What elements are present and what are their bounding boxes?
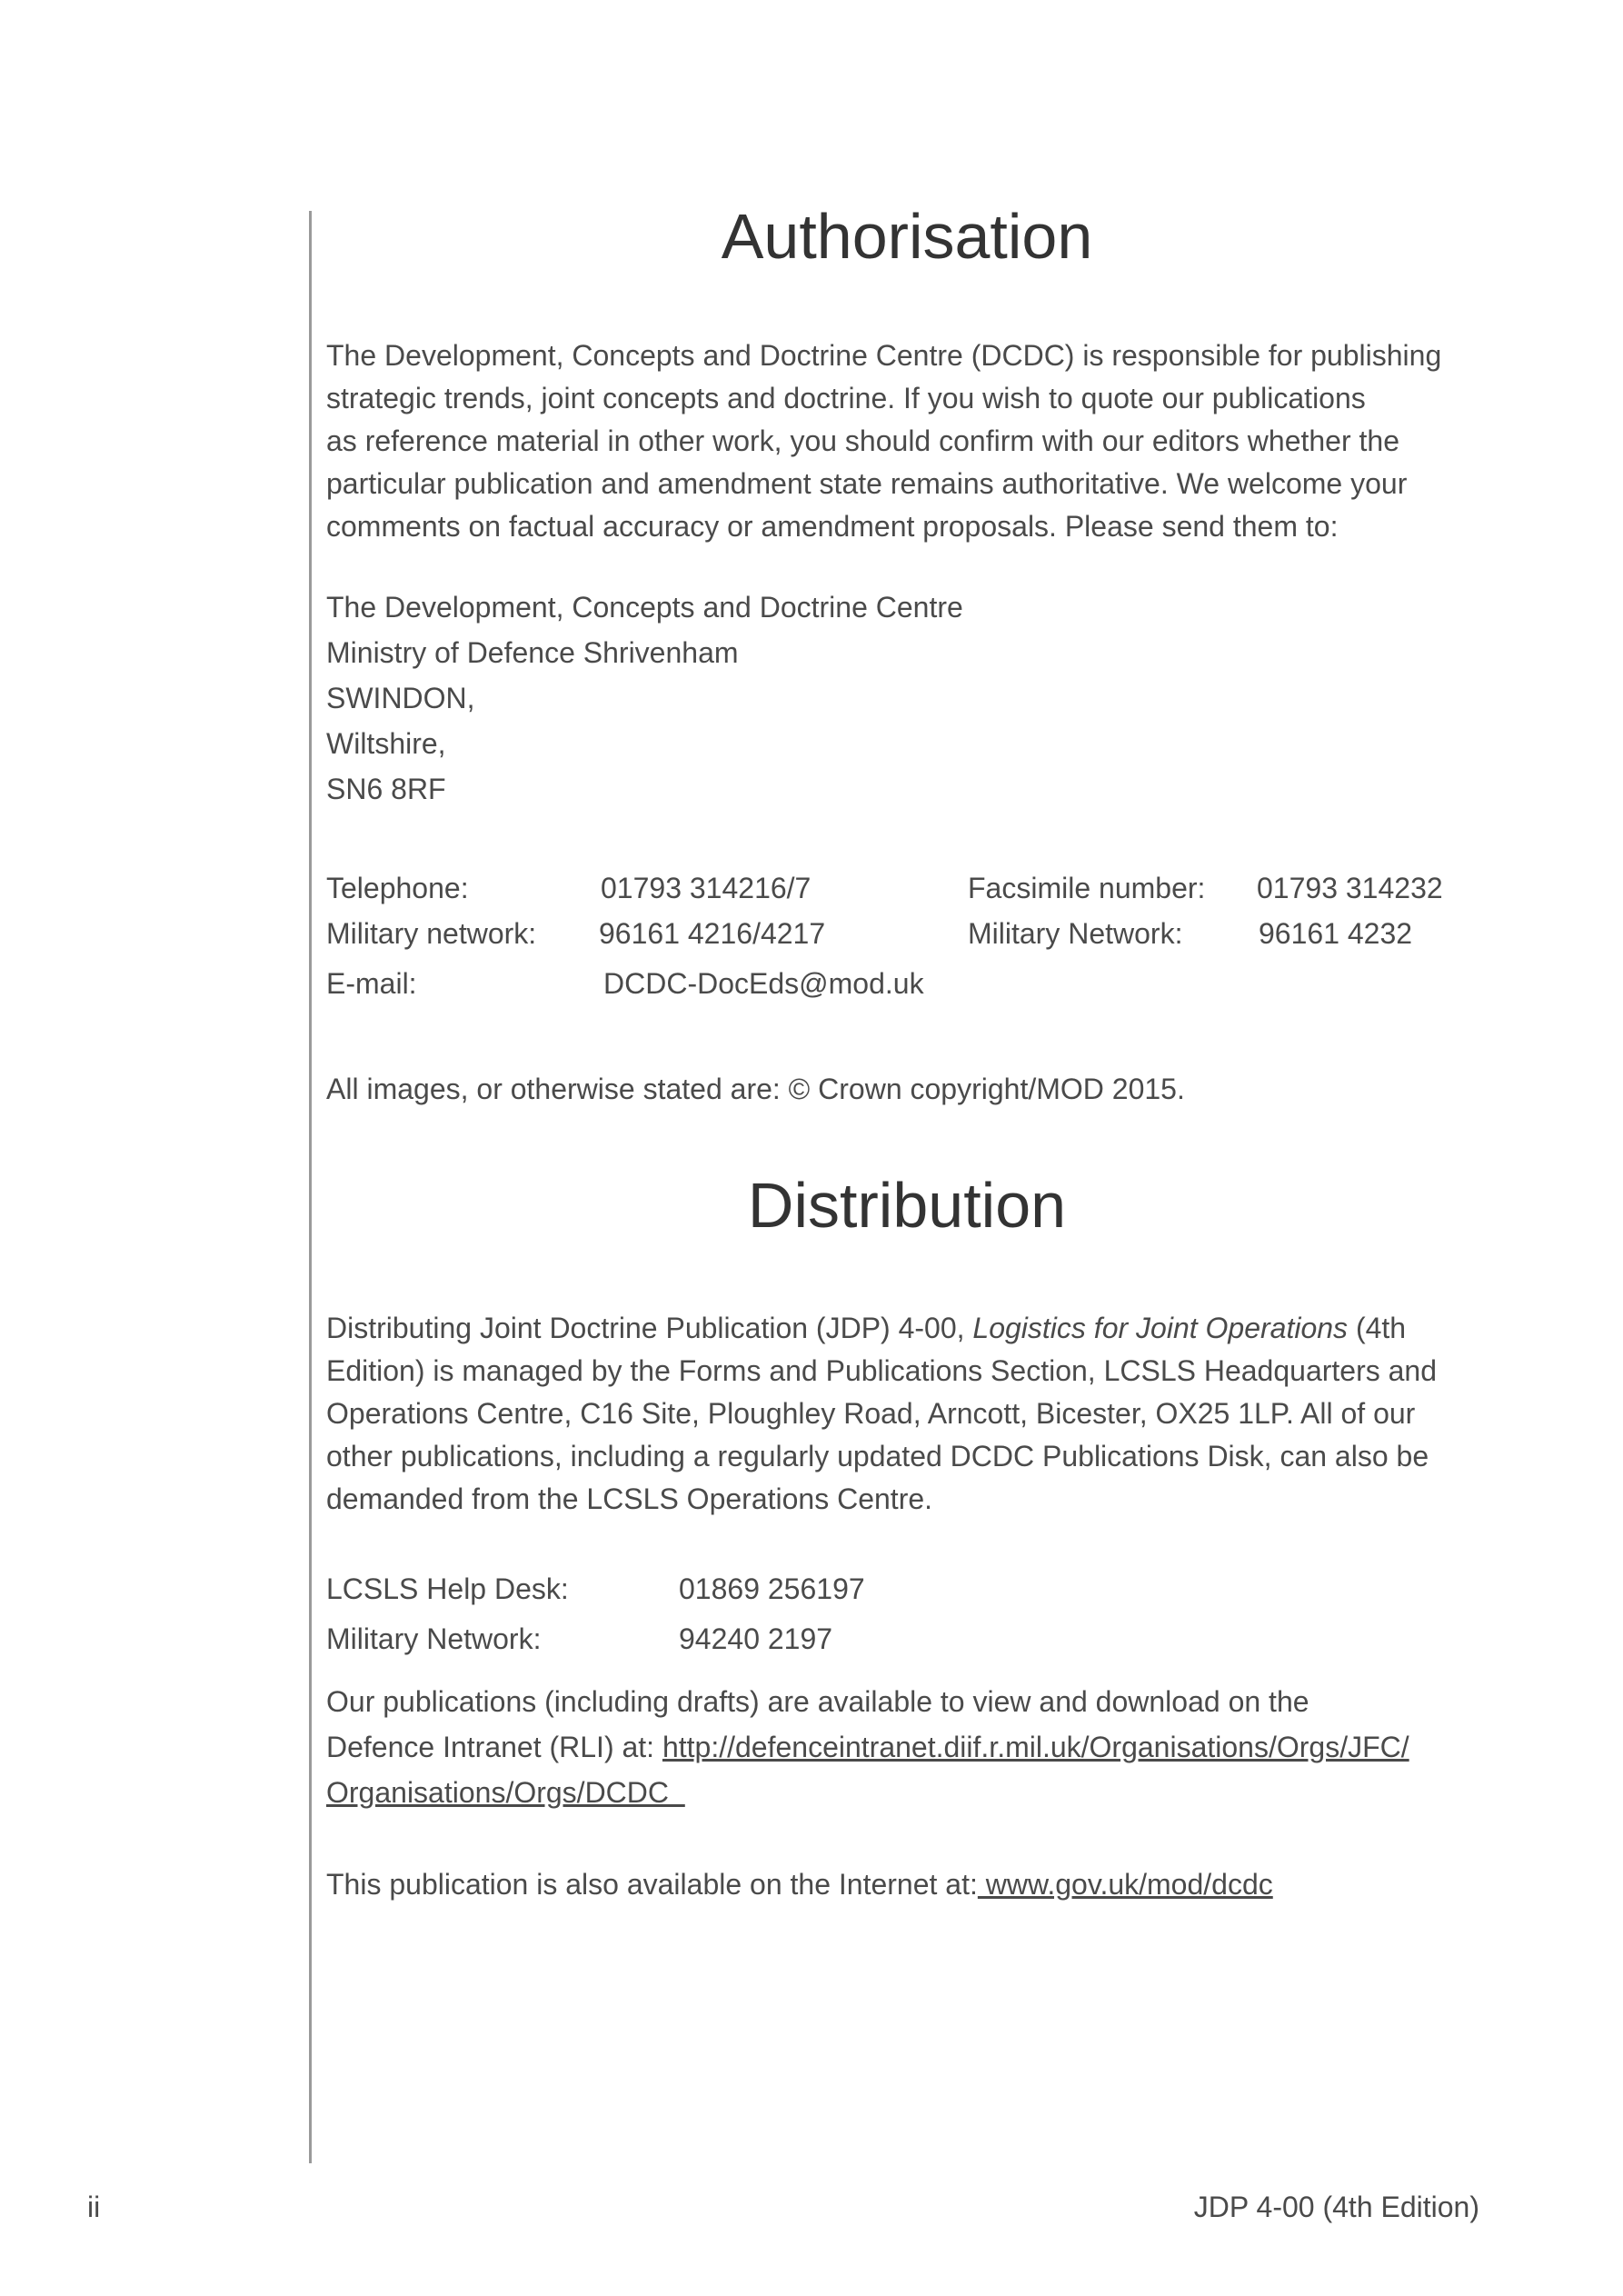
distribution-heading: Distribution: [747, 1170, 1067, 1241]
intro-line: as reference material in other work, you should confirm with our editors whether the: [326, 424, 1399, 457]
military-network-fax-value: 96161 4232: [1259, 917, 1413, 950]
distribution-military-network-value: 94240 2197: [679, 1622, 833, 1655]
address-line: Ministry of Defence Shrivenham: [326, 636, 739, 669]
intro-line: particular publication and amendment state remains authoritative. We welcome your: [326, 467, 1408, 500]
distribution-line-prefix: Distributing Joint Doctrine Publication (JDP) 4-00,: [326, 1312, 973, 1344]
distribution-line: other publications, including a regularly updated DCDC Publications Disk, can also be: [326, 1440, 1429, 1472]
authorisation-heading: Authorisation: [721, 201, 1093, 272]
address-line: Wiltshire,: [326, 727, 446, 760]
copyright-notice: All images, or otherwise stated are: © Crown copyright/MOD 2015.: [326, 1073, 1185, 1105]
publication-title: Logistics for Joint Operations: [972, 1312, 1349, 1344]
telephone-label: Telephone:: [326, 872, 469, 904]
intranet-link-continued[interactable]: Organisations/Orgs/DCDC: [326, 1776, 685, 1809]
distribution-line: Operations Centre, C16 Site, Ploughley Road, Arncott, Bicester, OX25 1LP. All of our: [326, 1397, 1416, 1430]
internet-note: [326, 1866, 1273, 1902]
facsimile-value: 01793 314232: [1257, 872, 1443, 904]
helpdesk-value: 01869 256197: [679, 1572, 865, 1605]
address-line: SWINDON,: [326, 682, 475, 714]
page-number: ii: [87, 2191, 101, 2223]
intro-line: comments on factual accuracy or amendment proposals. Please send them to:: [326, 510, 1339, 543]
military-network-value: 96161 4216/4217: [599, 917, 826, 950]
facsimile-label: Facsimile number:: [968, 872, 1206, 904]
authorisation-intro: [326, 334, 1499, 548]
internet-link[interactable]: www.gov.uk/mod/dcdc: [977, 1868, 1273, 1901]
internet-prefix: This publication is also available on the Internet at:: [326, 1868, 978, 1901]
address-line: SN6 8RF: [326, 773, 446, 805]
address-line: The Development, Concepts and Doctrine Centre: [326, 591, 963, 624]
military-network-fax-label: Military Network:: [968, 917, 1183, 950]
distribution-line: demanded from the LCSLS Operations Centre.: [326, 1482, 933, 1515]
intranet-link[interactable]: http://defenceintranet.diif.r.mil.uk/Organisations/Orgs/JFC/: [662, 1731, 1409, 1763]
intro-line: The Development, Concepts and Doctrine Centre (DCDC) is responsible for publishing: [326, 339, 1442, 372]
intranet-line: Our publications (including drafts) are available to view and download on the: [326, 1685, 1309, 1718]
email-label: E-mail:: [326, 967, 417, 1000]
telephone-value: 01793 314216/7: [601, 872, 812, 904]
distribution-line-suffix: (4th: [1348, 1312, 1407, 1344]
distribution-intro: [326, 1307, 1499, 1521]
distribution-line: Edition) is managed by the Forms and Publications Section, LCSLS Headquarters and: [326, 1354, 1438, 1387]
distribution-military-network-label: Military Network:: [326, 1622, 542, 1655]
intranet-prefix: Defence Intranet (RLI) at:: [326, 1731, 662, 1763]
helpdesk-label: LCSLS Help Desk:: [326, 1572, 569, 1605]
margin-rule: [309, 211, 312, 2163]
email-value: DCDC-DocEds@mod.uk: [603, 967, 924, 1000]
intranet-line: [326, 1729, 1409, 1765]
military-network-label: Military network:: [326, 917, 537, 950]
intro-line: strategic trends, joint concepts and doctrine. If you wish to quote our publications: [326, 382, 1366, 414]
distribution-line: [326, 1307, 1499, 1350]
document-id: JDP 4-00 (4th Edition): [1193, 2191, 1479, 2223]
intranet-line: [326, 1774, 685, 1811]
